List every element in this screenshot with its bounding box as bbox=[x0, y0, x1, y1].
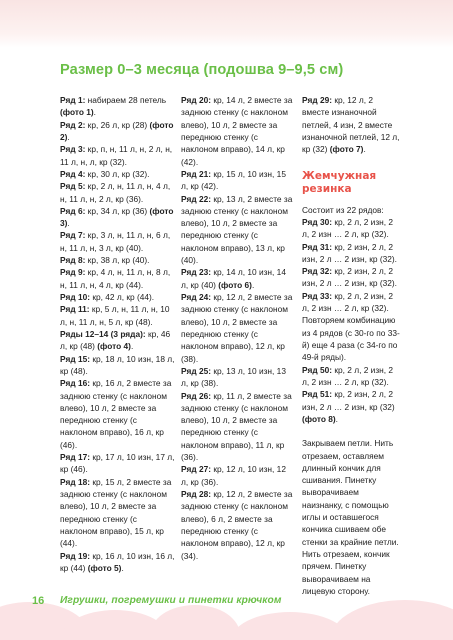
instruction-row bbox=[60, 353, 176, 378]
row-text-end: . bbox=[93, 107, 96, 118]
row-text: кр, 2 изн, 2 л, 2 изн, 2 л … 2 изн, кр (32) bbox=[302, 389, 395, 412]
row-label: Ряд 4: bbox=[60, 168, 86, 179]
instruction-row bbox=[302, 388, 402, 425]
photo-ref: (фото 7) bbox=[329, 144, 364, 155]
row-text: кр, 12 л, 2 вместе за заднюю стенку (с наклоном влево), 10 л, 2 вместе за переднюю стенку (с наклоном вправо), 12 л, кр (38). bbox=[181, 292, 293, 364]
row-label: Ряд 31: bbox=[302, 241, 332, 252]
row-label: Ряд 24: bbox=[181, 292, 211, 302]
instruction-row bbox=[60, 476, 176, 550]
instruction-row bbox=[302, 437, 402, 597]
row-text-end: . bbox=[121, 562, 124, 573]
row-label: Ряд 50: bbox=[302, 364, 332, 375]
row-text: кр, 26 л, кр (28) bbox=[85, 119, 150, 130]
row-text: кр, 2 изн, 2 л, 2 изн, 2 л … 2 изн, кр (32). bbox=[302, 266, 397, 289]
row-text: кр, 11 л, 2 вместе за заднюю стенку (с наклоном влево), 10 л, 2 вместе за переднюю стенку (с наклоном вправо), 11 л, кр (36). bbox=[181, 390, 292, 463]
row-text: кр, п, н, 11 л, н, 2 л, н, 11 л, н, л, кр (32). bbox=[60, 144, 173, 167]
instruction-row bbox=[302, 216, 402, 241]
row-text: кр, 12 л, 2 вместе за заднюю стенку (с наклоном влево), 6 л, 2 вместе за переднюю стенку (с наклоном вправо), 12 л, кр (34). bbox=[181, 489, 293, 561]
instructions-column-2 bbox=[181, 94, 295, 562]
instruction-row bbox=[60, 550, 176, 575]
instruction-row bbox=[60, 229, 176, 254]
instruction-row bbox=[302, 314, 402, 363]
row-text: кр, 42 л, кр (44). bbox=[90, 292, 155, 302]
row-label: Ряд 26: bbox=[181, 390, 211, 401]
instruction-row bbox=[60, 168, 176, 180]
photo-ref: (фото 4) bbox=[97, 341, 131, 352]
row-label: Ряд 16: bbox=[60, 378, 90, 389]
row-text: кр, 2 л, 2 изн, 2 л, 2 изн … 2 л, кр (32). bbox=[302, 290, 394, 314]
row-text: кр, 12 л, 10 изн, 12 л, кр (36). bbox=[181, 464, 286, 487]
instruction-row bbox=[60, 143, 176, 168]
row-text: Повторяем комбинацию из 4 рядов (с 30-го по 33-й) еще 4 раза (с 34-го по 49-й ряды). bbox=[302, 315, 400, 363]
instruction-row bbox=[60, 291, 176, 303]
row-label: Ряд 5: bbox=[60, 181, 86, 192]
row-text: кр, 15 л, 10 изн, 15 л, кр (42). bbox=[181, 168, 286, 192]
photo-ref: (фото 2) bbox=[60, 119, 174, 142]
row-text: кр, 46 л, кр (48) bbox=[60, 328, 171, 352]
row-label: Ряд 18: bbox=[60, 476, 90, 487]
row-text: кр, 13 л, 10 изн, 13 л, кр (38). bbox=[181, 365, 286, 389]
row-label: Ряд 7: bbox=[60, 230, 86, 241]
instructions-column-1 bbox=[60, 94, 176, 574]
row-label: Ряд 23: bbox=[181, 267, 211, 278]
row-text-end: . bbox=[130, 341, 134, 352]
instruction-row bbox=[181, 193, 295, 267]
row-text: кр, 14 л, 10 изн, 14 л, кр (40) bbox=[181, 267, 286, 290]
row-label: Ряд 11: bbox=[60, 304, 90, 315]
row-label: Ряд 21: bbox=[181, 168, 211, 179]
row-label: Ряд 8: bbox=[60, 255, 86, 266]
instruction-row bbox=[181, 94, 295, 168]
row-text-end: . bbox=[363, 144, 366, 155]
photo-ref: (фото 1) bbox=[60, 107, 94, 118]
page-title: Размер 0–3 месяца (подошва 9–9,5 см) bbox=[60, 62, 344, 78]
row-label: Ряд 22: bbox=[181, 193, 211, 204]
row-text: кр, 15 л, 2 вместе за заднюю стенку (с наклоном влево), 10 л, 2 вместе за переднюю стенку (с наклоном вправо), 15 л, кр (44). bbox=[60, 476, 172, 549]
row-label: Ряд 32: bbox=[302, 266, 332, 277]
instruction-row bbox=[302, 290, 402, 315]
row-text-end: . bbox=[335, 413, 338, 424]
instruction-row bbox=[60, 119, 176, 144]
row-text: кр, 18 л, 10 изн, 18 л, кр (48). bbox=[60, 353, 175, 376]
instruction-row bbox=[60, 328, 176, 353]
row-text: кр, 5 л, н, 11 л, н, 10 л, н, 11 л, н, 5 л, кр (48). bbox=[60, 304, 170, 327]
section-subheading: Жемчужная резинка bbox=[302, 169, 377, 195]
instruction-row bbox=[60, 266, 176, 291]
row-text: Закрываем петли. Нить отрезаем, оставляем длинный кончик для сшивания. Пинетку выворачиваем наизнанку, с помощью иглы и оставшегося кончика сшиваем обе стенки за крайние петли. Нить отрезаем, кончик прячем. Пинетку выворачиваем на лицевую сторону. bbox=[302, 438, 399, 596]
row-text: кр, 3 л, н, 11 л, н, 6 л, н, 11 л, н, 3 л, кр (40). bbox=[60, 230, 171, 253]
row-text-end: . bbox=[67, 218, 70, 229]
row-text: набираем 28 петель bbox=[85, 95, 167, 105]
row-label: Ряд 33: bbox=[302, 290, 332, 301]
row-text: кр, 2 л, 2 изн, 2 л, 2 изн … 2 л, кр (32). bbox=[302, 364, 394, 387]
row-text: кр, 17 л, 10 изн, 17 л, кр (46). bbox=[60, 452, 175, 475]
instruction-row bbox=[181, 488, 295, 562]
row-text-end: . bbox=[251, 279, 255, 290]
row-text: кр, 2 изн, 2 л, 2 изн, 2 л … 2 изн, кр (32). bbox=[302, 241, 397, 264]
row-text: кр, 2 л, 2 изн, 2 л, 2 изн … 2 л, кр (32). bbox=[302, 216, 394, 240]
row-label: Ряд 6: bbox=[60, 205, 86, 216]
row-label: Ряд 1: bbox=[60, 95, 86, 105]
row-text: кр, 16 л, 10 изн, 16 л, кр (44) bbox=[60, 550, 175, 573]
row-label: Ряд 30: bbox=[302, 216, 332, 227]
book-title: Игрушки, погремушки и пинетки крючком bbox=[60, 595, 282, 606]
photo-ref: (фото 3) bbox=[60, 205, 174, 229]
header-decoration bbox=[0, 0, 453, 48]
row-text: кр, 13 л, 2 вместе за заднюю стенку (с наклоном влево), 10 л, 2 вместе за переднюю стенку (с наклоном вправо), 13 л, кр (40). bbox=[181, 193, 293, 266]
instruction-row bbox=[181, 463, 295, 488]
instruction-row bbox=[60, 303, 176, 328]
instruction-row bbox=[181, 266, 295, 291]
instruction-row bbox=[302, 364, 402, 389]
row-label: Ряд 17: bbox=[60, 452, 90, 463]
row-label: Ряды 12–14 (3 ряда): bbox=[60, 328, 146, 339]
instructions-column-3 bbox=[302, 94, 402, 597]
photo-ref: (фото 6) bbox=[218, 279, 252, 290]
photo-ref: (фото 8) bbox=[302, 413, 336, 424]
instruction-row bbox=[181, 390, 295, 464]
row-text: кр, 14 л, 2 вместе за заднюю стенку (с наклоном влево), 10 л, 2 вместе за переднюю стенку (с наклоном вправо), 14 л, кр (42). bbox=[181, 95, 293, 167]
row-label: Ряд 15: bbox=[60, 353, 90, 364]
instruction-row bbox=[302, 241, 402, 266]
instruction-row bbox=[60, 180, 176, 205]
row-label: Ряд 25: bbox=[181, 365, 211, 376]
instruction-row bbox=[302, 204, 402, 216]
row-label: Ряд 3: bbox=[60, 144, 86, 155]
row-text: кр, 12 л, 2 вместе изнаночной петлей, 4 изн, 2 вместе изнаночной петлей, 12 л, кр (32) bbox=[302, 95, 400, 155]
row-text: кр, 38 л, кр (40). bbox=[85, 255, 150, 266]
instruction-row bbox=[60, 451, 176, 476]
instruction-row bbox=[181, 365, 295, 390]
instruction-row bbox=[60, 94, 176, 119]
row-label: Ряд 20: bbox=[181, 95, 211, 105]
row-text: кр, 2 л, н, 11 л, н, 4 л, н, 11 л, н, 2 л, кр (36). bbox=[60, 181, 171, 204]
row-text-end: . bbox=[67, 131, 70, 142]
row-label: Ряд 19: bbox=[60, 550, 90, 561]
row-label: Ряд 28: bbox=[181, 489, 211, 499]
row-text: Состоит из 22 рядов: bbox=[302, 204, 384, 215]
instruction-row bbox=[60, 377, 176, 451]
instruction-row bbox=[181, 168, 295, 193]
instruction-row bbox=[60, 205, 176, 230]
row-text: кр, 4 л, н, 11 л, н, 8 л, н, 11 л, н, 4 л, кр (44). bbox=[60, 267, 171, 290]
row-label: Ряд 10: bbox=[60, 292, 90, 302]
row-label: Ряд 27: bbox=[181, 464, 211, 475]
instruction-row bbox=[60, 254, 176, 266]
row-text: кр, 30 л, кр (32). bbox=[85, 168, 150, 179]
page-number: 16 bbox=[32, 595, 45, 607]
photo-ref: (фото 5) bbox=[87, 562, 122, 573]
instruction-row bbox=[181, 291, 295, 365]
row-label: Ряд 29: bbox=[302, 95, 332, 105]
instruction-row bbox=[302, 94, 402, 156]
row-label: Ряд 9: bbox=[60, 267, 86, 278]
row-label: Ряд 51: bbox=[302, 389, 332, 400]
row-text: кр, 34 л, кр (36) bbox=[85, 205, 150, 216]
row-label: Ряд 2: bbox=[60, 119, 86, 130]
row-text: кр, 16 л, 2 вместе за заднюю стенку (с наклоном влево), 10 л, 2 вместе за переднюю стенку (с наклоном вправо), 16 л, кр (46). bbox=[60, 378, 172, 450]
page-footer bbox=[0, 590, 453, 612]
instruction-row bbox=[302, 265, 402, 290]
